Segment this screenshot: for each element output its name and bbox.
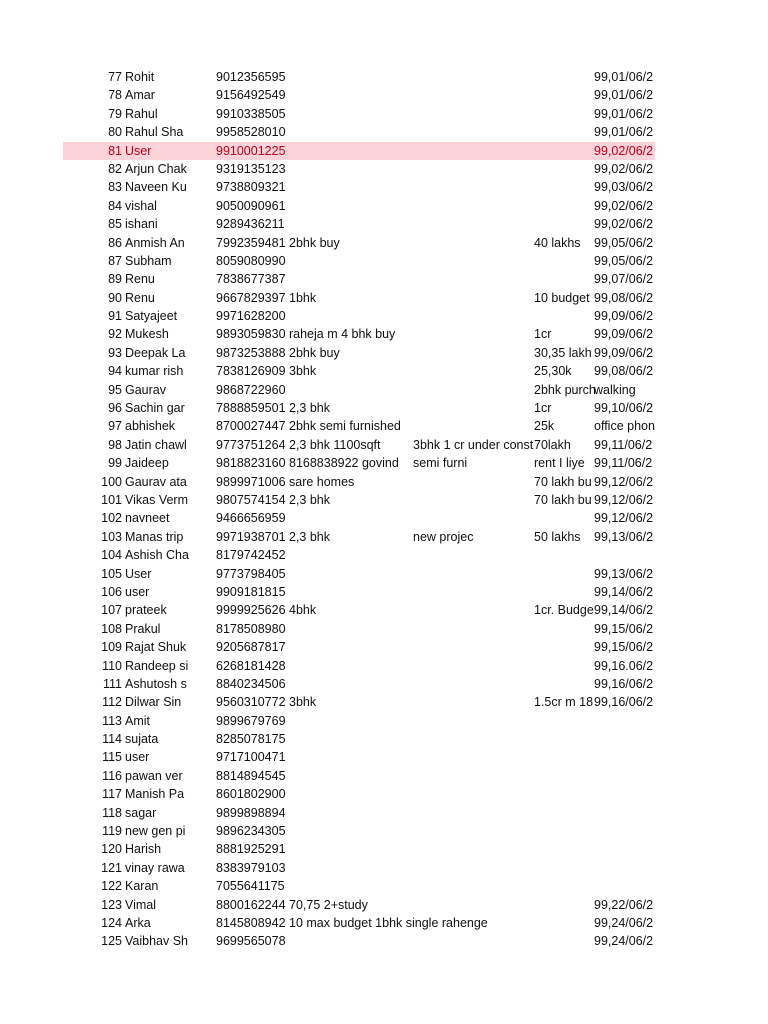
note-cell[interactable]: new projec — [413, 529, 474, 544]
row-number[interactable]: 118 — [102, 805, 122, 820]
row-number[interactable]: 110 — [102, 658, 122, 673]
row-number[interactable]: 120 — [101, 842, 122, 857]
name-cell[interactable]: ishani — [125, 217, 158, 232]
phone-cell[interactable]: 9773751264 2,3 bhk 1100sqft — [216, 437, 381, 452]
date-cell[interactable]: 99,01/06/2 — [594, 125, 654, 140]
table-row[interactable] — [0, 454, 768, 472]
name-cell[interactable]: Prakul — [125, 621, 161, 636]
name-cell[interactable]: Rahul — [125, 106, 158, 121]
date-cell[interactable]: 99,13/06/2 — [594, 529, 654, 544]
row-number[interactable]: 107 — [101, 603, 122, 618]
budget-cell[interactable]: 40 lakhs — [534, 235, 581, 250]
name-cell[interactable]: Jaideep — [125, 456, 169, 471]
table-row[interactable] — [0, 270, 768, 288]
name-cell[interactable]: navneet — [125, 511, 170, 526]
row-number[interactable]: 92 — [108, 327, 122, 342]
name-cell[interactable]: Manish Pa — [125, 787, 185, 802]
row-number[interactable]: 78 — [108, 88, 122, 103]
date-cell[interactable]: 99,14/06/2 — [594, 584, 654, 599]
row-number[interactable]: 99 — [108, 456, 122, 471]
table-row[interactable] — [0, 932, 768, 950]
row-number[interactable]: 102 — [101, 511, 122, 526]
row-number[interactable]: 98 — [108, 437, 122, 452]
table-row[interactable] — [0, 362, 768, 380]
phone-cell[interactable]: 9899971006 sare homes — [216, 474, 355, 489]
budget-cell[interactable]: rent I liye — [534, 456, 585, 471]
phone-cell[interactable]: 8601802900 — [216, 787, 286, 802]
phone-cell[interactable]: 9910338505 — [216, 106, 286, 121]
table-row[interactable] — [0, 307, 768, 325]
budget-cell[interactable]: 1cr — [534, 327, 552, 342]
row-number[interactable]: 86 — [108, 235, 122, 250]
table-row[interactable] — [0, 215, 768, 233]
date-cell[interactable]: 99,02/06/2 — [594, 198, 654, 213]
table-row[interactable] — [0, 620, 768, 638]
name-cell[interactable]: Karan — [125, 879, 159, 894]
name-cell[interactable]: Sachin gar — [125, 401, 185, 416]
row-number[interactable]: 124 — [101, 915, 122, 930]
budget-cell[interactable]: 70lakh — [534, 437, 571, 452]
date-cell[interactable]: 99,05/06/2 — [594, 253, 654, 268]
phone-cell[interactable]: 8881925291 — [216, 842, 286, 857]
name-cell[interactable]: Amar — [125, 88, 155, 103]
name-cell[interactable]: Gaurav ata — [125, 474, 187, 489]
phone-cell[interactable]: 9896234305 — [216, 824, 286, 839]
table-row[interactable] — [0, 178, 768, 196]
name-cell[interactable]: Jatin chawl — [125, 437, 187, 452]
row-number[interactable]: 82 — [108, 161, 122, 176]
row-number[interactable]: 122 — [101, 879, 122, 894]
table-row[interactable] — [0, 712, 768, 730]
name-cell[interactable]: User — [125, 143, 152, 158]
date-cell[interactable]: 99,02/06/2 — [594, 161, 654, 176]
phone-cell[interactable]: 7055641175 — [216, 879, 285, 894]
phone-cell[interactable]: 9971628200 — [216, 309, 286, 324]
table-row[interactable] — [0, 914, 768, 932]
name-cell[interactable]: user — [125, 584, 150, 599]
phone-cell[interactable]: 8814894545 — [216, 768, 286, 783]
row-number[interactable]: 111 — [102, 676, 122, 691]
row-number[interactable]: 81 — [108, 143, 122, 158]
date-cell[interactable]: 99,11/06/2 — [594, 456, 653, 471]
name-cell[interactable]: vishal — [125, 198, 157, 213]
date-cell[interactable]: 99,12/06/2 — [594, 511, 654, 526]
table-row[interactable] — [0, 325, 768, 343]
table-row[interactable] — [0, 528, 768, 546]
row-number[interactable]: 108 — [101, 621, 122, 636]
date-cell[interactable]: 99,11/06/2 — [594, 437, 653, 452]
date-cell[interactable]: 99,01/06/2 — [594, 106, 654, 121]
row-number[interactable]: 114 — [102, 732, 122, 747]
phone-cell[interactable]: 9999925626 4bhk — [216, 603, 317, 618]
phone-cell[interactable]: 9050090961 — [216, 198, 286, 213]
row-number[interactable]: 97 — [108, 419, 122, 434]
row-number[interactable]: 85 — [108, 217, 122, 232]
date-cell[interactable]: 99,09/06/2 — [594, 309, 654, 324]
date-cell[interactable]: 99,16/06/2 — [594, 695, 654, 710]
note-cell[interactable]: 3bhk 1 cr under const — [413, 437, 534, 452]
phone-cell[interactable]: 9909181815 — [216, 584, 286, 599]
name-cell[interactable]: Arka — [125, 915, 151, 930]
date-cell[interactable]: 99,02/06/2 — [594, 143, 654, 158]
phone-cell[interactable]: 7888859501 2,3 bhk — [216, 401, 330, 416]
name-cell[interactable]: Vikas Verm — [125, 492, 188, 507]
date-cell[interactable]: 99,12/06/2 — [594, 474, 654, 489]
row-number[interactable]: 125 — [101, 934, 122, 949]
phone-cell[interactable]: 9899898894 — [216, 805, 286, 820]
budget-cell[interactable]: 2bhk purch — [534, 382, 596, 397]
table-row[interactable] — [0, 804, 768, 822]
table-row[interactable] — [0, 491, 768, 509]
phone-cell[interactable]: 9899679769 — [216, 713, 286, 728]
name-cell[interactable]: Rahul Sha — [125, 125, 184, 140]
phone-cell[interactable]: 9910001225 — [216, 143, 286, 158]
name-cell[interactable]: user — [125, 750, 150, 765]
table-row[interactable] — [0, 160, 768, 178]
phone-cell[interactable]: 7838677387 — [216, 272, 286, 287]
name-cell[interactable]: new gen pi — [125, 824, 186, 839]
name-cell[interactable]: Harish — [125, 842, 162, 857]
phone-cell[interactable]: 8700027447 2bhk semi furnished — [216, 419, 401, 434]
table-row[interactable] — [0, 748, 768, 766]
name-cell[interactable]: Subham — [125, 253, 172, 268]
name-cell[interactable]: Naveen Ku — [125, 180, 187, 195]
name-cell[interactable]: Amit — [125, 713, 150, 728]
budget-cell[interactable]: 10 budget — [534, 290, 590, 305]
name-cell[interactable]: Ashutosh s — [125, 676, 187, 691]
name-cell[interactable]: kumar rish — [125, 364, 184, 379]
table-row[interactable] — [0, 399, 768, 417]
row-number[interactable]: 80 — [108, 125, 122, 140]
date-cell[interactable]: walking — [594, 382, 636, 397]
table-row[interactable] — [0, 436, 768, 454]
row-number[interactable]: 104 — [101, 548, 122, 563]
table-row[interactable] — [0, 675, 768, 693]
row-number[interactable]: 105 — [101, 566, 122, 581]
table-row[interactable] — [0, 877, 768, 895]
name-cell[interactable]: Mukesh — [125, 327, 169, 342]
row-number[interactable]: 84 — [108, 198, 122, 213]
row-number[interactable]: 95 — [108, 382, 122, 397]
phone-cell[interactable]: 9773798405 — [216, 566, 286, 581]
phone-cell[interactable]: 8178508980 — [216, 621, 286, 636]
date-cell[interactable]: 99,24/06/2 — [594, 934, 654, 949]
phone-cell[interactable]: 8840234506 — [216, 676, 286, 691]
row-number[interactable]: 103 — [101, 529, 122, 544]
table-row[interactable] — [0, 859, 768, 877]
phone-cell[interactable]: 9699565078 — [216, 934, 286, 949]
phone-cell[interactable]: 8285078175 — [216, 732, 286, 747]
phone-cell[interactable]: 8179742452 — [216, 548, 286, 563]
phone-cell[interactable]: 9560310772 3bhk — [216, 695, 317, 710]
name-cell[interactable]: Renu — [125, 290, 155, 305]
table-row[interactable] — [0, 473, 768, 491]
name-cell[interactable]: Renu — [125, 272, 155, 287]
row-number[interactable]: 79 — [108, 106, 122, 121]
date-cell[interactable]: 99,08/06/2 — [594, 290, 654, 305]
budget-cell[interactable]: 70 lakh bu — [534, 492, 592, 507]
date-cell[interactable]: 99,09/06/2 — [594, 345, 654, 360]
table-row[interactable] — [0, 767, 768, 785]
table-row[interactable] — [0, 840, 768, 858]
phone-cell[interactable]: 9717100471 — [216, 750, 286, 765]
table-row[interactable] — [0, 565, 768, 583]
name-cell[interactable]: Vaibhav Sh — [125, 934, 189, 949]
phone-cell[interactable]: 9205687817 — [216, 640, 286, 655]
budget-cell[interactable]: 1cr — [534, 401, 552, 416]
date-cell[interactable]: 99,10/06/2 — [594, 401, 654, 416]
table-row[interactable] — [0, 601, 768, 619]
date-cell[interactable]: office phon — [594, 419, 655, 434]
budget-cell[interactable]: 25,30k — [534, 364, 572, 379]
row-number[interactable]: 94 — [108, 364, 122, 379]
name-cell[interactable]: pawan ver — [125, 768, 183, 783]
note-cell[interactable]: semi furni — [413, 456, 468, 471]
date-cell[interactable]: 99,09/06/2 — [594, 327, 654, 342]
name-cell[interactable]: Anmish An — [125, 235, 185, 250]
table-row[interactable] — [0, 657, 768, 675]
table-row[interactable] — [0, 105, 768, 123]
row-number[interactable]: 87 — [108, 253, 122, 268]
date-cell[interactable]: 99,07/06/2 — [594, 272, 654, 287]
date-cell[interactable]: 99,14/06/2 — [594, 603, 654, 618]
table-row[interactable] — [0, 381, 768, 399]
name-cell[interactable]: vinay rawa — [125, 860, 185, 875]
table-row[interactable] — [0, 197, 768, 215]
budget-cell[interactable]: 70 lakh bu — [534, 474, 592, 489]
name-cell[interactable]: Ashish Cha — [125, 548, 189, 563]
phone-cell[interactable]: 9319135123 — [216, 161, 286, 176]
name-cell[interactable]: User — [125, 566, 152, 581]
table-row[interactable] — [0, 252, 768, 270]
row-number[interactable]: 115 — [102, 750, 122, 765]
row-number[interactable]: 90 — [108, 290, 122, 305]
date-cell[interactable]: 99,01/06/2 — [594, 88, 654, 103]
row-number[interactable]: 77 — [108, 70, 122, 84]
table-row[interactable] — [0, 693, 768, 711]
table-row-highlighted[interactable] — [0, 142, 768, 160]
row-number[interactable]: 93 — [108, 345, 122, 360]
row-number[interactable]: 83 — [108, 180, 122, 195]
row-number[interactable]: 117 — [102, 787, 122, 802]
row-number[interactable]: 100 — [101, 474, 122, 489]
date-cell[interactable]: 99,08/06/2 — [594, 364, 654, 379]
phone-cell[interactable]: 9971938701 2,3 bhk — [216, 529, 330, 544]
phone-cell[interactable]: 9667829397 1bhk — [216, 290, 317, 305]
name-cell[interactable]: Vimal — [125, 897, 157, 912]
name-cell[interactable]: prateek — [125, 603, 167, 618]
date-cell[interactable]: 99,22/06/2 — [594, 897, 654, 912]
date-cell[interactable]: 99,05/06/2 — [594, 235, 654, 250]
table-row[interactable] — [0, 583, 768, 601]
phone-cell[interactable]: 7838126909 3bhk — [216, 364, 317, 379]
row-number[interactable]: 119 — [102, 824, 122, 839]
row-number[interactable]: 106 — [101, 584, 122, 599]
name-cell[interactable]: Randeep si — [125, 658, 189, 673]
row-number[interactable]: 109 — [101, 640, 122, 655]
name-cell[interactable]: abhishek — [125, 419, 176, 434]
phone-cell[interactable]: 9289436211 — [216, 217, 285, 232]
table-row[interactable] — [0, 86, 768, 104]
spreadsheet-rows — [0, 68, 768, 951]
phone-cell[interactable]: 9893059830 raheja m 4 bhk buy — [216, 327, 396, 342]
phone-cell[interactable]: 8059080990 — [216, 253, 286, 268]
name-cell[interactable]: sujata — [125, 732, 159, 747]
table-row[interactable] — [0, 509, 768, 527]
phone-cell[interactable]: 9873253888 2bhk buy — [216, 345, 340, 360]
row-number[interactable]: 91 — [108, 309, 122, 324]
table-row[interactable] — [0, 896, 768, 914]
row-number[interactable]: 89 — [108, 272, 122, 287]
table-row[interactable] — [0, 730, 768, 748]
date-cell[interactable]: 99,15/06/2 — [594, 640, 654, 655]
phone-cell[interactable]: 9156492549 — [216, 88, 286, 103]
phone-cell[interactable]: 7992359481 2bhk buy — [216, 235, 340, 250]
row-number[interactable]: 113 — [102, 713, 122, 728]
phone-cell[interactable]: 9868722960 — [216, 382, 286, 397]
date-cell[interactable]: 99,16.06/2 — [594, 658, 654, 673]
date-cell[interactable]: 99,13/06/2 — [594, 566, 654, 581]
phone-cell[interactable]: 8145808942 10 max budget 1bhk single rahenge — [216, 915, 488, 930]
phone-cell[interactable]: 9958528010 — [216, 125, 286, 140]
date-cell[interactable]: 99,02/06/2 — [594, 217, 654, 232]
phone-cell[interactable]: 6268181428 — [216, 658, 286, 673]
row-number[interactable]: 116 — [102, 768, 122, 783]
budget-cell[interactable]: 30,35 lakh — [534, 345, 592, 360]
phone-cell[interactable]: 9818823160 8168838922 govind — [216, 456, 399, 471]
phone-cell[interactable]: 9012356595 — [216, 70, 286, 84]
phone-cell[interactable]: 9807574154 2,3 bhk — [216, 492, 330, 507]
phone-cell[interactable]: 8800162244 70,75 2+study — [216, 897, 368, 912]
date-cell[interactable]: 99,24/06/2 — [594, 915, 654, 930]
name-cell[interactable]: Gaurav — [125, 382, 166, 397]
name-cell[interactable]: Rajat Shuk — [125, 640, 187, 655]
phone-cell[interactable]: 9738809321 — [216, 180, 286, 195]
table-row[interactable] — [0, 785, 768, 803]
name-cell[interactable]: Arjun Chak — [125, 161, 187, 176]
table-row[interactable] — [0, 289, 768, 307]
date-cell[interactable]: 99,03/06/2 — [594, 180, 654, 195]
name-cell[interactable]: Manas trip — [125, 529, 184, 544]
table-row[interactable] — [0, 417, 768, 435]
date-cell[interactable]: 99,15/06/2 — [594, 621, 654, 636]
budget-cell[interactable]: 25k — [534, 419, 555, 434]
row-number[interactable]: 123 — [101, 897, 122, 912]
budget-cell[interactable]: 1.5cr m 18 — [534, 695, 594, 710]
name-cell[interactable]: Rohit — [125, 70, 155, 84]
name-cell[interactable]: sagar — [125, 805, 157, 820]
phone-cell[interactable]: 8383979103 — [216, 860, 286, 875]
table-row[interactable] — [0, 344, 768, 362]
phone-cell[interactable]: 9466656959 — [216, 511, 286, 526]
table-row[interactable] — [0, 234, 768, 252]
name-cell[interactable]: Satyajeet — [125, 309, 178, 324]
table-row[interactable] — [0, 638, 768, 656]
name-cell[interactable]: Deepak La — [125, 345, 186, 360]
budget-cell[interactable]: 1cr. Budge — [534, 603, 594, 618]
table-row[interactable] — [0, 123, 768, 141]
row-number[interactable]: 112 — [102, 695, 122, 710]
name-cell[interactable]: Dilwar Sin — [125, 695, 182, 710]
row-number[interactable]: 101 — [101, 492, 122, 507]
row-number[interactable]: 96 — [108, 401, 122, 416]
date-cell[interactable]: 99,01/06/2 — [594, 70, 654, 84]
table-row[interactable] — [0, 68, 768, 86]
date-cell[interactable]: 99,12/06/2 — [594, 492, 654, 507]
date-cell[interactable]: 99,16/06/2 — [594, 676, 654, 691]
row-number[interactable]: 121 — [101, 860, 122, 875]
budget-cell[interactable]: 50 lakhs — [534, 529, 581, 544]
table-row[interactable] — [0, 546, 768, 564]
table-row[interactable] — [0, 822, 768, 840]
